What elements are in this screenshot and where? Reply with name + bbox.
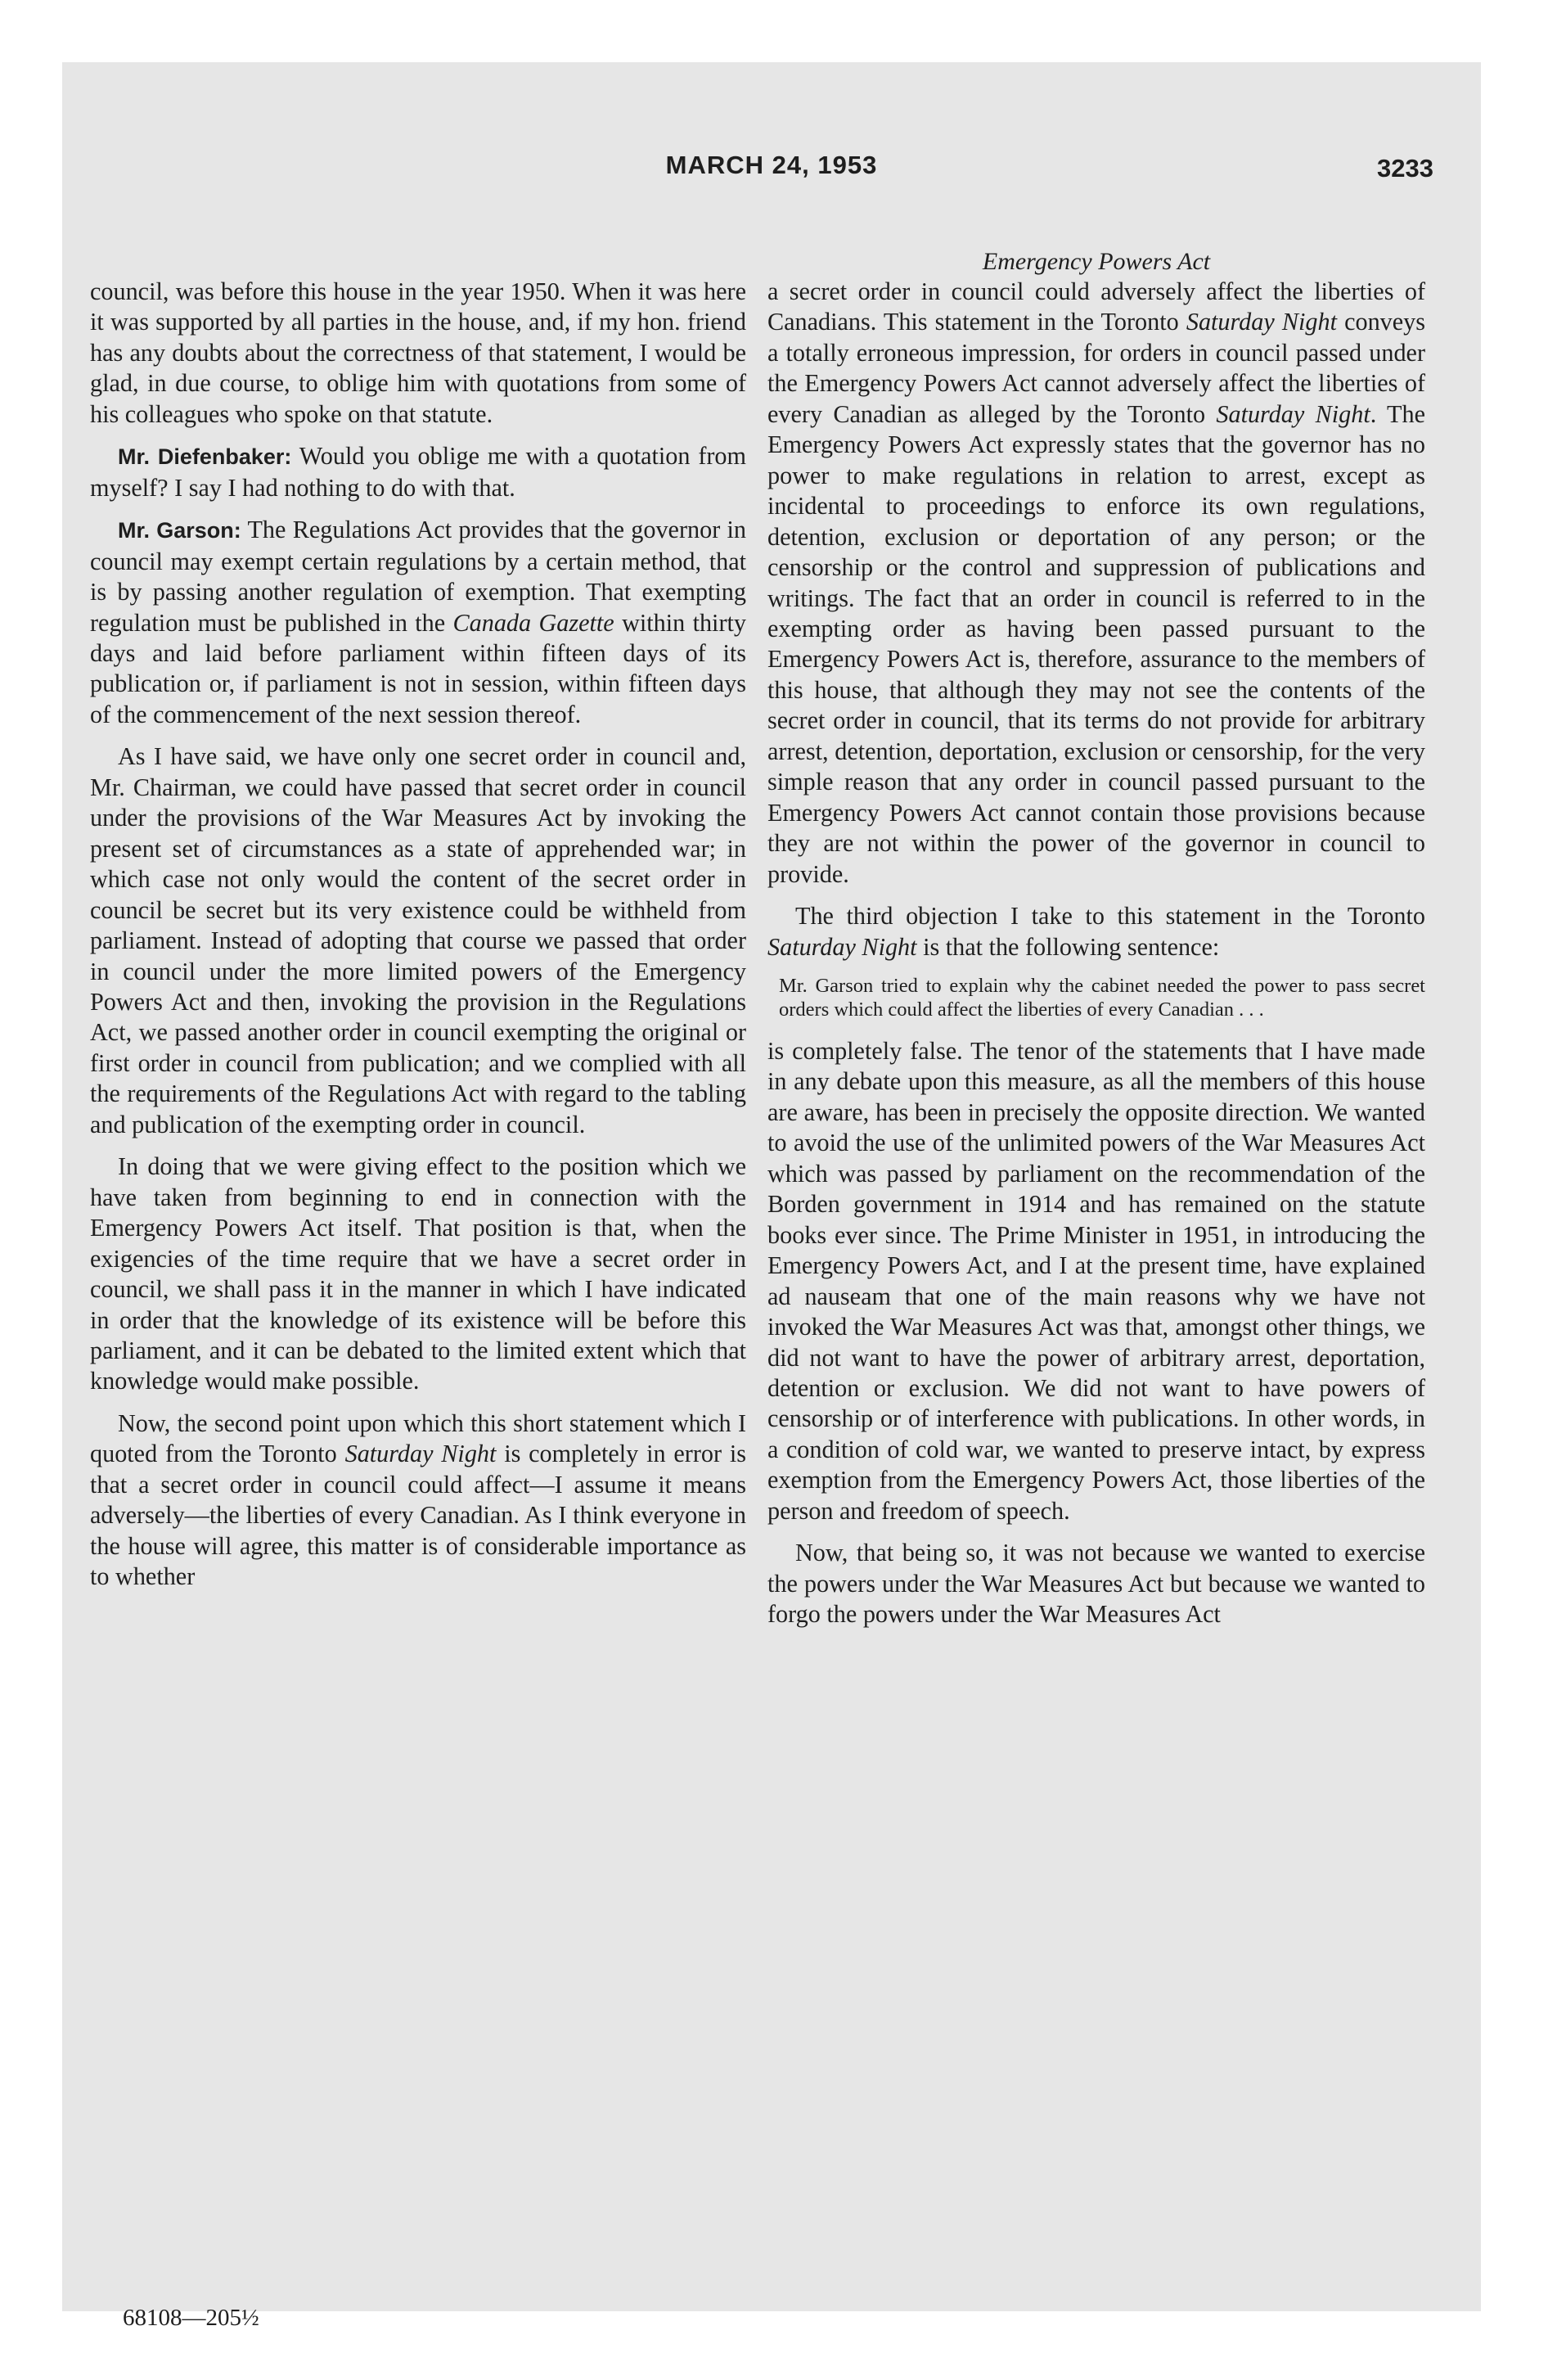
paragraph: The third objection I take to this statement in the Toronto Saturday Night is that the following sentence: (767, 902, 1425, 961)
paragraph: As I have said, we have only one secret order in council and, Mr. Chairman, we could have passed that secret order in council under the provisions of the War Measures Act by invoking the present set of circumstances as a state of apprehended war; in which case not only would the content of the secret order in council be secret but its very existence could be withheld from parliament. Instead of adopting that course we passed that order in council under the more limited powers of the Emergency Powers Act and then, invoking the provision in the Regulations Act, we passed another order in council exempting the original or first order in council from publication; and we complied with all the requirements of the Regulations Act with regard to the tabling and publication of the exempting order in council. (90, 742, 746, 1138)
right-column (767, 247, 1425, 1642)
speaker-name: Mr. Garson: (118, 518, 241, 543)
header-date: MARCH 24, 1953 (665, 151, 878, 179)
page-header (62, 151, 1481, 192)
block-quote: Mr. Garson tried to explain why the cabinet needed the power to pass secret orders which could affect the liberties of every Canadian . . . (779, 974, 1425, 1021)
paragraph: Mr. Diefenbaker: Would you oblige me with a quotation from myself? I say I had nothing to do with that. (90, 442, 746, 502)
footnote-reference: 68108—205½ (123, 2305, 259, 2331)
left-column (90, 277, 746, 1604)
document-page (62, 62, 1481, 2331)
paragraph: Now, that being so, it was not because we wanted to exercise the powers under the War Measures Act but because we wanted to forgo the powers under the War Measures Act (767, 1539, 1425, 1629)
running-head: Emergency Powers Act (982, 248, 1211, 275)
speaker-name: Mr. Diefenbaker: (118, 444, 292, 470)
paragraph: council, was before this house in the year 1950. When it was here it was supported by all parties in the house, and, if my hon. friend has any doubts about the correctness of that statement, I would be glad, in due course, to oblige him with quotations from some of his colleagues who spoke on that statute. (90, 277, 746, 428)
paragraph: Now, the second point upon which this short statement which I quoted from the Toronto Saturday Night is completely in error is that a secret order in council could affect—I assume it means adversely—the liberties of every Canadian. As I think everyone in the house will agree, this matter is of considerable importance as to whether (90, 1409, 746, 1591)
paragraph: a secret order in council could adversely affect the liberties of Canadians. This statement in the Toronto Saturday Night conveys a totally erroneous impression, for orders in council passed under the Emergency Powers Act cannot adversely affect the liberties of every Canadian as alleged by the Toronto Saturday Night. The Emergency Powers Act expressly states that the governor has no power to make regulations in relation to arrest, except as incidental to proceedings to enforce its own regulations, detention, exclusion or deportation of any person; or the censorship or the control and suppression of publications and writings. The fact that an order in council is referred to in the exempting order as having been passed pursuant to the Emergency Powers Act is, therefore, assurance to the members of this house, that although they may not see the contents of the secret order in council, that its terms do not provide for arbitrary arrest, detention, deportation, exclusion or censorship, for the very simple reason that any order in council passed pursuant to the Emergency Powers Act cannot contain those provisions because they are not within the power of the governor in council to provide. (767, 277, 1426, 888)
paragraph: Mr. Garson: The Regulations Act provides that the governor in council may exempt certain regulations by a certain method, that is by passing another regulation of exemption. That exempting regulation must be published in the Canada Gazette within thirty days and laid before parliament within fifteen days of its publication or, if parliament is not in session, within fifteen days of the commencement of the next session thereof. (90, 516, 747, 728)
page-number: 3233 (1377, 154, 1433, 183)
paragraph: is completely false. The tenor of the statements that I have made in any debate upon this measure, as all the members of this house are aware, has been in precisely the opposite direction. We wanted to avoid the use of the unlimited powers of the War Measures Act which was passed by parliament on the recommendation of the Borden government in 1914 and has remained on the statute books ever since. The Prime Minister in 1951, in introducing the Emergency Powers Act, and I at the present time, have explained ad nauseam that one of the main reasons why we have not invoked the War Measures Act was that, amongst other things, we did not want to have the power of arbitrary arrest, deportation, detention or exclusion. We did not want to have powers of censorship or of interference with publications. In other words, in a condition of cold war, we wanted to preserve intact, by express exemption from the Emergency Powers Act, those liberties of the person and freedom of speech. (767, 1036, 1425, 1525)
paragraph: In doing that we were giving effect to the position which we have taken from beginning to end in connection with the Emergency Powers Act itself. That position is that, when the exigencies of the time require that we have a secret order in council, we shall pass it in the manner in which I have indicated in order that the knowledge of its existence will be before this parliament, and it can be debated to the limited extent which that knowledge would make possible. (90, 1152, 746, 1395)
